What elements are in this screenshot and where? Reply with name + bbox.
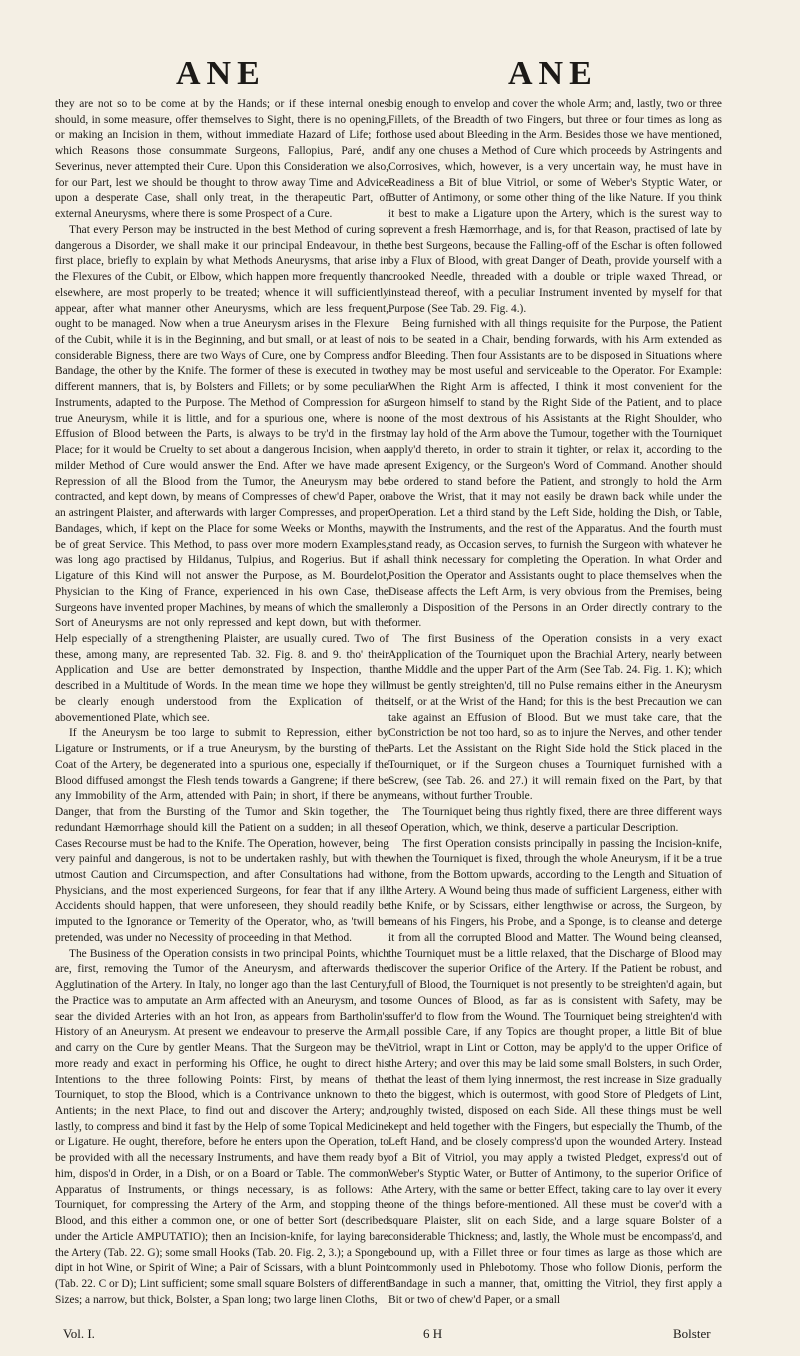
- paragraph: they are not so to be come at by the Hands; or if these internal ones should, in some measure, offer themselves to Sight, there is no opening, or making an Incision in them, without immediate Hazard of Life; for which Reasons those consummate Surgeons, Fallopius, Paré, and Severinus, never attempted their Cure. Upon this Consideration we also, for our Part, lest we should be thought to throw away Time and Advice upon a desperate Case, shall only treat, in the therapeutic Part, of external Aneurysms, where there is some Prospect of a Cure.: [55, 98, 389, 221]
- paragraph: The first Operation consists principally in passing the Incision-knife, when the Tourniquet is fixed, through the whole Aneurysm, if it be a true one, from the Bottom upwards, according to the Length and Situation of the Artery. A Wound being thus made of sufficient Largeness, either with the Knife, or by Scissars, either lengthwise or across, the Surgeon, by means of his Fingers, his Probe, and a Sponge, is to cleanse and deterge it from all the corrupted Blood and Matter. The Wound being cleansed, the Tourniquet must be a little relaxed, that the Discharge of Blood may discover the superior Orifice of the Artery. If the Patient be robust, and full of Blood, the Tourniquet is not presently to be streighten'd again, but some Ounces of Blood, as far as is consistent with Safety, may be suffer'd to flow from the Wound. The Tourniquet being streighten'd with all possible Care, if any Topics are thought proper, a little Bit of blue Vitriol, wrapt in Lint or Cotton, may be apply'd to the upper Orifice of the Artery; and over this may be laid some small Bolsters, in such Order, that the least of them lying innermost, the rest increase in Size gradually to the biggest, which is outermost, with good Store of Pledgets of Lint, roughly twisted, disposed on each Side. All these things must be well kept and held together with the Fingers, but especially the Thumb, of the Left Hand, and be closely compress'd upon the wounded Artery. Instead of a Bit of Vitriol, you may apply a twisted Pledget, express'd out of Weber's Styptic Water, or Butter of Antimony, to the superior Orifice of the Artery, with the same or better Effect, taking care to lay over it every one of the things before-mentioned. All these must be cover'd with a square Plaister, slit on each Side, and a large square Bolster of a considerable Thickness; and, lastly, the Whole must be encompass'd, and bound up, with a Fillet three or four times as large as those which are commonly used in Phlebotomy. Those who follow Dionis, perform the Bandage in such a manner, that, omitting the Vitriol, they first apply a Bit or two of chew'd Paper, or a small: [388, 837, 722, 1306]
- volume-label: Vol. I.: [63, 1326, 95, 1341]
- paragraph: That every Person may be instructed in the best Method of curing so dangerous a Disorder, we shall make it our principal Endeavour, in the first place, briefly to explain by what Methods Aneurysms, that arise in the Flexures of the Cubit, or Elbow, which happen more frequently than elsewhere, are most properly to be treated; whence it will sufficiently appear, after what manner other Aneurysms, which are less frequent, ought to be managed. Now when a true Aneurysm arises in the Flexure of the Cubit, while it is in the Beginning, and but small, or at least of no considerable Bigness, there are two Ways of Cure, one by Compress and Bandage, the other by the Knife. The former of these is executed in two different manners, that is, by Bolsters and Fillets; or by some peculiar Instruments, adapted to the Purpose. The Method of Compression for a true Aneurysm, while it is little, and for a spurious one, where is no Effusion of Blood between the Parts, is always to be try'd in the first Place; for it would be Cruelty to set about a dangerous Incision, when a milder Method of Cure would answer the End. After we have made a Repression of all the Blood from the Tumor, the Aneurysm may be contracted, and kept down, by means of Compresses of chew'd Paper, or an astringent Plaister, and afterwards with larger Compresses, and proper Bandages, which, if kept on the Place for some Weeks or Months, may be of great Service. This Method, to pass over more modern Examples, was long ago practised by Hildanus, Tulpius, and Rogerius. But if a Ligature of this Kind will not answer the Purpose, as M. Bourdelot, Physician to the King of France, experienced in his own Case, the Surgeons have invented proper Machines, by means of which the smaller Sort of Aneurysms are not only repressed and kept down, but with the Help especially of a strengthening Plaister, are usually cured. Two of these, among many, are represented Tab. 32. Fig. 8. and 9. tho' their Application and Use are better demonstrated by Inspection, than described in a Multitude of Words. In the mean time we hope they will be clearly enough understood from the Explication of the abovementioned Plate, which see.: [55, 223, 389, 724]
- paragraph: The Tourniquet being thus rightly fixed, there are three different ways of Operation, which, we think, deserve a particular Description.: [388, 806, 722, 834]
- paragraph: The first Business of the Operation consists in a very exact Application of the Tourniquet upon the Brachial Artery, nearly between the Middle and the upper Part of the Arm (See Tab. 24. Fig. 1. K); which must be gently streighten'd, till no Pulse remains either in the Aneurysm itself, or at the Wrist of the Hand; for this is the best Precaution we can take against an Effusion of Blood. But we must take care, that the Constriction be not too hard, so as to injure the Nerves, and other tender Parts. Let the Assistant on the Right Side hold the Stick placed in the Tourniquet, or if the Surgeon chuses a Tourniquet furnished with a Screw, (see Tab. 26. and 27.) it will remain fixed on the Part, by that means, without further Trouble.: [388, 632, 722, 803]
- paragraph: Being furnished with all things requisite for the Purpose, the Patient is to be seated in a Chair, bending forwards, with his Arm extended as for Bleeding. Then four Assistants are to be disposed in Situations where they may be most useful and serviceable to the Operator. For Example: When the Right Arm is affected, I think it most convenient for the Surgeon himself to stand by the Right Side of the Patient, and to place one of the most dextrous of his Assistants at the Right Shoulder, who may lay hold of the Arm above the Tumour, together with the Tourniquet apply'd thereto, in order to strain it tighter, or relax it, according to the present Exigency, or the Surgeon's Word of Command. Another should be ordered to stand before the Patient, and strongly to hold the Arm above the Wrist, that it may not easily be drawn back while under the Operation. Let a third stand by the Left Side, holding the Dish, or Table, with the Instruments, and the rest of the Apparatus. And the fourth must stand ready, as Occasion serves, to furnish the Surgeon with whatever he shall think necessary for completing the Operation. In what Order and Position the Operator and Assistants ought to place themselves when the Disease affects the Left Arm, is very obvious from the Premises, being only a Disposition of the Persons in an Order directly contrary to the former.: [388, 318, 722, 630]
- catchword: Bolster: [673, 1326, 711, 1341]
- left-column: [55, 97, 389, 1309]
- paragraph: If the Aneurysm be too large to submit to Repression, either by Ligature or Instruments, or if a true Aneurysm, by the bursting of the Coat of the Artery, be degenerated into a spurious one, especially if the Blood diffused amongst the Flesh tends towards a Gangrene; if there be any Immobility of the Arm, attended with Pain; in short, if there be any Danger, that from the Bursting of the Tumor and Skin together, the redundant Hæmorrhage should kill the Patient on a sudden; in all these Cases Recourse must be had to the Knife. The Operation, however, being very painful and dangerous, is not to be undertaken rashly, but with the utmost Caution and Circumspection, and after Consultations had with Physicians, and the most experienced Surgeons, for fear that if any ill Accidents should happen, that were unforeseen, they should readily be imputed to the Ignorance or Temerity of the Operator, who, as 'twill be pretended, was under no Necessity of proceeding in that Method.: [55, 727, 389, 944]
- running-head-left: ANE: [176, 55, 266, 92]
- right-column: [388, 97, 722, 1309]
- paragraph: big enough to envelop and cover the whole Arm; and, lastly, two or three Fillets, of the Breadth of two Fingers, but three or four times as long as those used about Bleeding in the Arm. Besides those we have mentioned, if any one chuses a Method of Cure which proceeds by Astringents and Corrosives, which, however, is a very uncertain way, he must have in Readiness a Bit of blue Vitriol, or some of Weber's Styptic Water, or Butter of Antimony, or some other thing of the like Nature. If you think it best to make a Ligature upon the Artery, which is the surest way to prevent a fresh Hæmorrhage, and is, for that Reason, practised of late by the best Surgeons, because the Falling-off of the Eschar is often followed by a Flux of Blood, with great Danger of Death, provide yourself with a crooked Needle, threaded with a double or triple waxed Thread, or instead thereof, with a peculiar Instrument invented by myself for that Purpose (See Tab. 29. Fig. 4.).: [388, 98, 722, 315]
- paragraph: The Business of the Operation consists in two principal Points, which are, first, removing the Tumor of the Aneurysm, and afterwards the Agglutination of the Artery. In Italy, no longer ago than the last Century, the Practice was to amputate an Arm affected with an Aneurysm, and to sear the divided Arteries with an hot Iron, as appears from Bartholin's History of an Aneurysm. At present we endeavour to preserve the Arm, and carry on the Cure by gentler Means. That the Surgeon may be the more ready and exact in performing his Office, he ought to direct his Intentions to the three following Points: First, by means of the Tourniquet, to stop the Blood, which is a Contrivance unknown to the Antients; in the next Place, to find out and discover the Artery; and, lastly, to compress and bind it fast by the Help of some Topical Medicine or Ligature. He ought, therefore, before he enters upon the Operation, to be provided with all the necessary Instruments, and have them ready by him, dispos'd in Order, in a Dish, or on a Board or Table. The common Apparatus of Instruments, or things necessary, is as follows: A Tourniquet, for compressing the Artery of the Arm, and stopping the Blood, and this either a common one, or one of better Sort (described under the Article AMPUTATIO); then an Incision-knife, for laying bare the Artery (Tab. 22. G); some small Hooks (Tab. 20. Fig. 2, 3.); a Sponge dipt in hot Wine, or Spirit of Wine; a Pair of Scissars, with a blunt Point (Tab. 22. C or D); Lint sufficient; some small square Bolsters of different Sizes; a narrow, but thick, Bolster, a Span long; two large linen Cloths,: [55, 947, 389, 1306]
- running-head-right: ANE: [508, 55, 598, 92]
- signature-mark: 6 H: [423, 1326, 443, 1341]
